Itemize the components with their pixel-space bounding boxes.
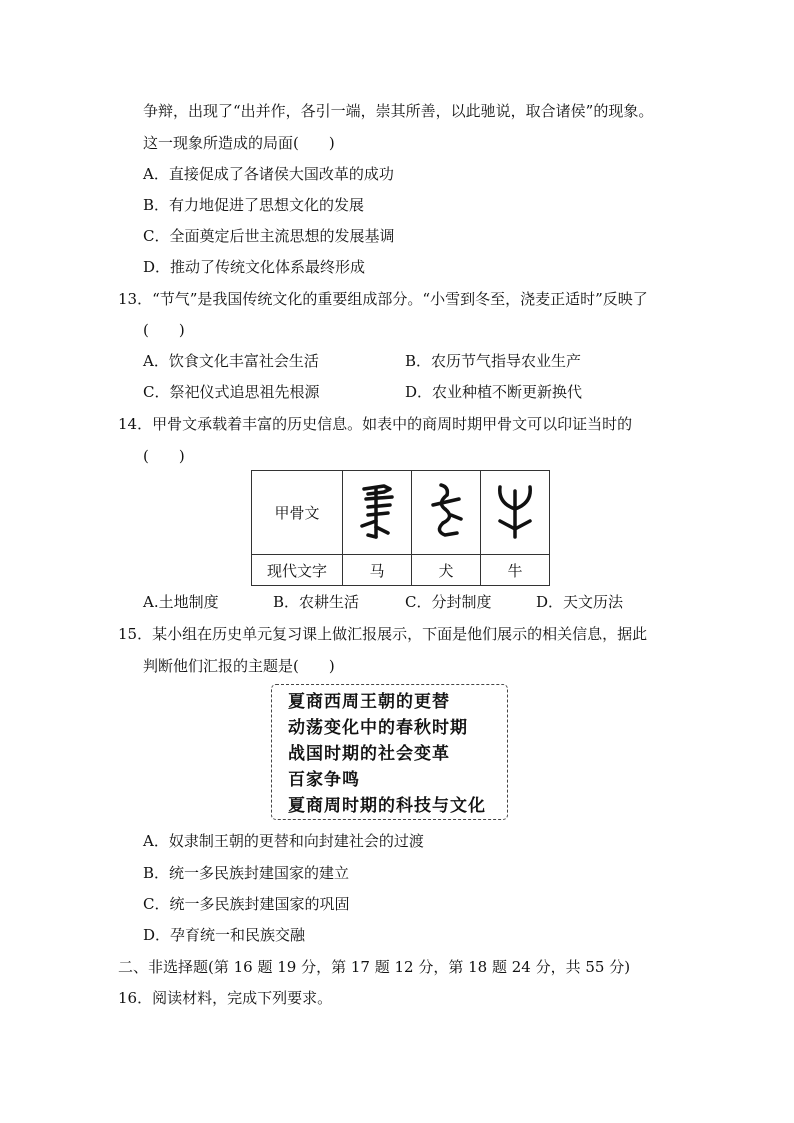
q15-option-a[interactable]: A．奴隶制王朝的更替和向封建社会的过渡 bbox=[143, 832, 424, 850]
oracle-cell-ox bbox=[481, 471, 550, 555]
oracle-horse-glyph-icon bbox=[354, 479, 400, 543]
modern-row-label: 现代文字 bbox=[252, 555, 343, 586]
q12-option-a[interactable]: A．直接促成了各诸侯大国改革的成功 bbox=[143, 165, 394, 183]
q12-option-b[interactable]: B．有力地促进了思想文化的发展 bbox=[143, 196, 365, 214]
section-2-heading: 二、非选择题(第 16 题 19 分，第 17 题 12 分，第 18 题 24 分，共 55 分) bbox=[118, 958, 631, 976]
q12-option-d[interactable]: D．推动了传统文化体系最终形成 bbox=[143, 258, 366, 276]
q15-box-line-3: 战国时期的社会变革 bbox=[288, 744, 450, 764]
q15-info-box bbox=[271, 684, 508, 820]
q15-option-c[interactable]: C．统一多民族封建国家的巩固 bbox=[143, 895, 350, 913]
q15-stem-line1: 15．某小组在历史单元复习课上做汇报展示，下面是他们展示的相关信息，据此 bbox=[118, 625, 648, 643]
oracle-bone-table bbox=[251, 470, 550, 586]
q16-stem-line1: 16．阅读材料，完成下列要求。 bbox=[118, 989, 333, 1007]
q12-stem-line2: 这一现象所造成的局面( ) bbox=[143, 134, 335, 152]
q15-box-line-1: 夏商西周王朝的更替 bbox=[288, 692, 450, 712]
oracle-row bbox=[252, 471, 550, 555]
oracle-row-label: 甲骨文 bbox=[252, 471, 343, 555]
modern-row bbox=[252, 555, 550, 586]
oracle-cell-horse bbox=[343, 471, 412, 555]
q13-option-c[interactable]: C．祭祀仪式追思祖先根源 bbox=[143, 383, 320, 401]
q15-option-b[interactable]: B．统一多民族封建国家的建立 bbox=[143, 864, 350, 882]
q15-box-line-4: 百家争鸣 bbox=[288, 770, 360, 790]
oracle-dog-glyph-icon bbox=[423, 479, 469, 543]
oracle-ox-glyph-icon bbox=[492, 479, 538, 543]
modern-char-ox: 牛 bbox=[481, 555, 550, 586]
q15-box-line-2: 动荡变化中的春秋时期 bbox=[288, 718, 468, 738]
q14-option-c[interactable]: C．分封制度 bbox=[405, 593, 492, 611]
q15-stem-line2: 判断他们汇报的主题是( ) bbox=[143, 657, 335, 675]
oracle-cell-dog bbox=[412, 471, 481, 555]
modern-char-horse: 马 bbox=[343, 555, 412, 586]
q14-option-b[interactable]: B．农耕生活 bbox=[273, 593, 360, 611]
q15-option-d[interactable]: D．孕育统一和民族交融 bbox=[143, 926, 306, 944]
q13-stem-line2: ( ) bbox=[143, 321, 185, 339]
q14-option-a[interactable]: A.土地制度 bbox=[143, 593, 219, 611]
modern-char-dog: 犬 bbox=[412, 555, 481, 586]
q12-stem-line1: 争辩，出现了“出并作，各引一端，崇其所善，以此驰说，取合诸侯”的现象。 bbox=[143, 102, 654, 120]
q12-option-c[interactable]: C．全面奠定后世主流思想的发展基调 bbox=[143, 227, 395, 245]
q14-stem-line2: ( ) bbox=[143, 447, 185, 465]
q13-option-d[interactable]: D．农业种植不断更新换代 bbox=[405, 383, 583, 401]
q13-stem-line1: 13．“节气”是我国传统文化的重要组成部分。“小雪到冬至，浇麦正适时”反映了 bbox=[118, 290, 648, 308]
q15-box-line-5: 夏商周时期的科技与文化 bbox=[288, 796, 486, 816]
q13-option-b[interactable]: B．农历节气指导农业生产 bbox=[405, 352, 582, 370]
q13-option-a[interactable]: A．饮食文化丰富社会生活 bbox=[143, 352, 319, 370]
q14-stem-line1: 14．甲骨文承载着丰富的历史信息。如表中的商周时期甲骨文可以印证当时的 bbox=[118, 415, 633, 433]
q14-option-d[interactable]: D．天文历法 bbox=[536, 593, 624, 611]
